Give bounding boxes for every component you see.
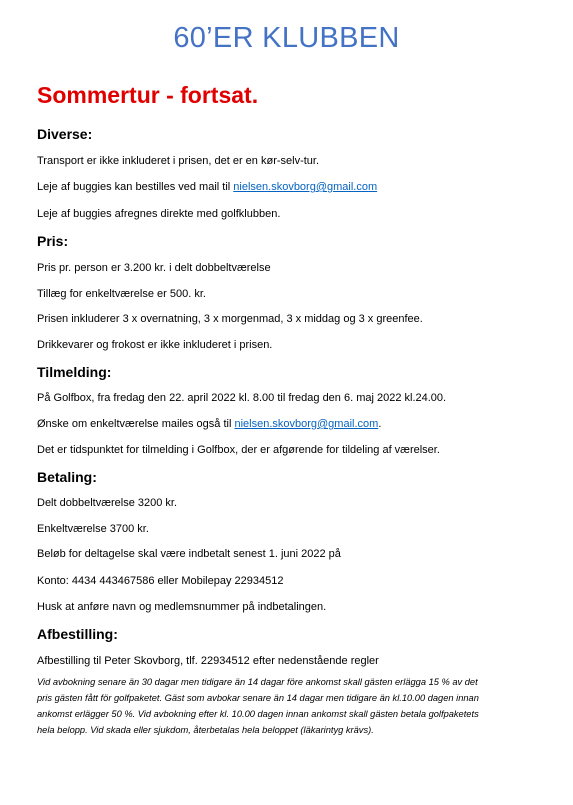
pris-line-3: Prisen inkluderer 3 x overnatning, 3 x morgenmad, 3 x middag og 3 x greenfee. xyxy=(37,313,423,325)
betaling-line-5: Husk at anføre navn og medlemsnummer på indbetalingen. xyxy=(37,601,327,613)
email-link[interactable]: nielsen.skovborg@gmail.com xyxy=(234,418,379,430)
rules-line-4: hela belopp. Vid skada eller sjukdom, återbetalas hela beloppet (läkarintyg krävs). xyxy=(37,725,374,735)
pris-line-2: Tillæg for enkeltværelse er 500. kr. xyxy=(37,288,206,300)
afbestilling-line-1: Afbestilling til Peter Skovborg, tlf. 22934512 efter nedenstående regler xyxy=(37,655,379,667)
diverse-line-1: Transport er ikke inkluderet i prisen, det er en kør-selv-tur. xyxy=(37,155,320,167)
page-subtitle: Sommertur - fortsat. xyxy=(37,82,259,108)
tilmelding-line-2 xyxy=(37,418,381,430)
tilmelding-line-3: Det er tidspunktet for tilmelding i Golfbox, der er afgørende for tildeling af værelser. xyxy=(37,444,440,456)
pris-line-1: Pris pr. person er 3.200 kr. i delt dobbeltværelse xyxy=(37,262,271,274)
section-heading-pris: Pris: xyxy=(37,233,69,249)
cancellation-rules xyxy=(37,674,537,738)
section-heading-afbestilling: Afbestilling: xyxy=(37,626,118,642)
email-link[interactable]: nielsen.skovborg@gmail.com xyxy=(233,181,378,193)
betaling-line-2: Enkeltværelse 3700 kr. xyxy=(37,523,149,535)
rules-line-3: ankomst erlägger 50 %. Vid avbokning efter kl. 10.00 dagen innan ankomst skall gästen betala golfpaketets xyxy=(37,709,479,719)
betaling-line-4: Konto: 4434 443467586 eller Mobilepay 22934512 xyxy=(37,575,284,587)
diverse-line-2-text: Leje af buggies kan bestilles ved mail til xyxy=(37,181,234,193)
section-heading-diverse: Diverse: xyxy=(37,126,93,142)
section-heading-tilmelding: Tilmelding: xyxy=(37,364,112,380)
tilmelding-line-1: På Golfbox, fra fredag den 22. april 2022 kl. 8.00 til fredag den 6. maj 2022 kl.24.00. xyxy=(37,392,447,404)
betaling-line-1: Delt dobbeltværelse 3200 kr. xyxy=(37,497,178,509)
section-heading-betaling: Betaling: xyxy=(37,469,97,485)
rules-line-2: pris gästen fått för golfpaketet. Gäst som avbokar senare än 14 dagar men tidigare än kl.10.00 dagen innan xyxy=(37,693,479,703)
tilmelding-line-2-suffix: . xyxy=(378,418,382,430)
page-title: 60’ER KLUBBEN xyxy=(173,22,400,54)
pris-line-4: Drikkevarer og frokost er ikke inkluderet i prisen. xyxy=(37,339,273,351)
diverse-line-3: Leje af buggies afregnes direkte med golfklubben. xyxy=(37,208,281,220)
betaling-line-3: Beløb for deltagelse skal være indbetalt senest 1. juni 2022 på xyxy=(37,548,341,560)
diverse-line-2 xyxy=(37,181,377,193)
rules-line-1: Vid avbokning senare än 30 dagar men tidigare än 14 dagar före ankomst skall gästen erlägga 15 % av det xyxy=(37,677,478,687)
tilmelding-line-2-text: Ønske om enkeltværelse mailes også til xyxy=(37,418,235,430)
